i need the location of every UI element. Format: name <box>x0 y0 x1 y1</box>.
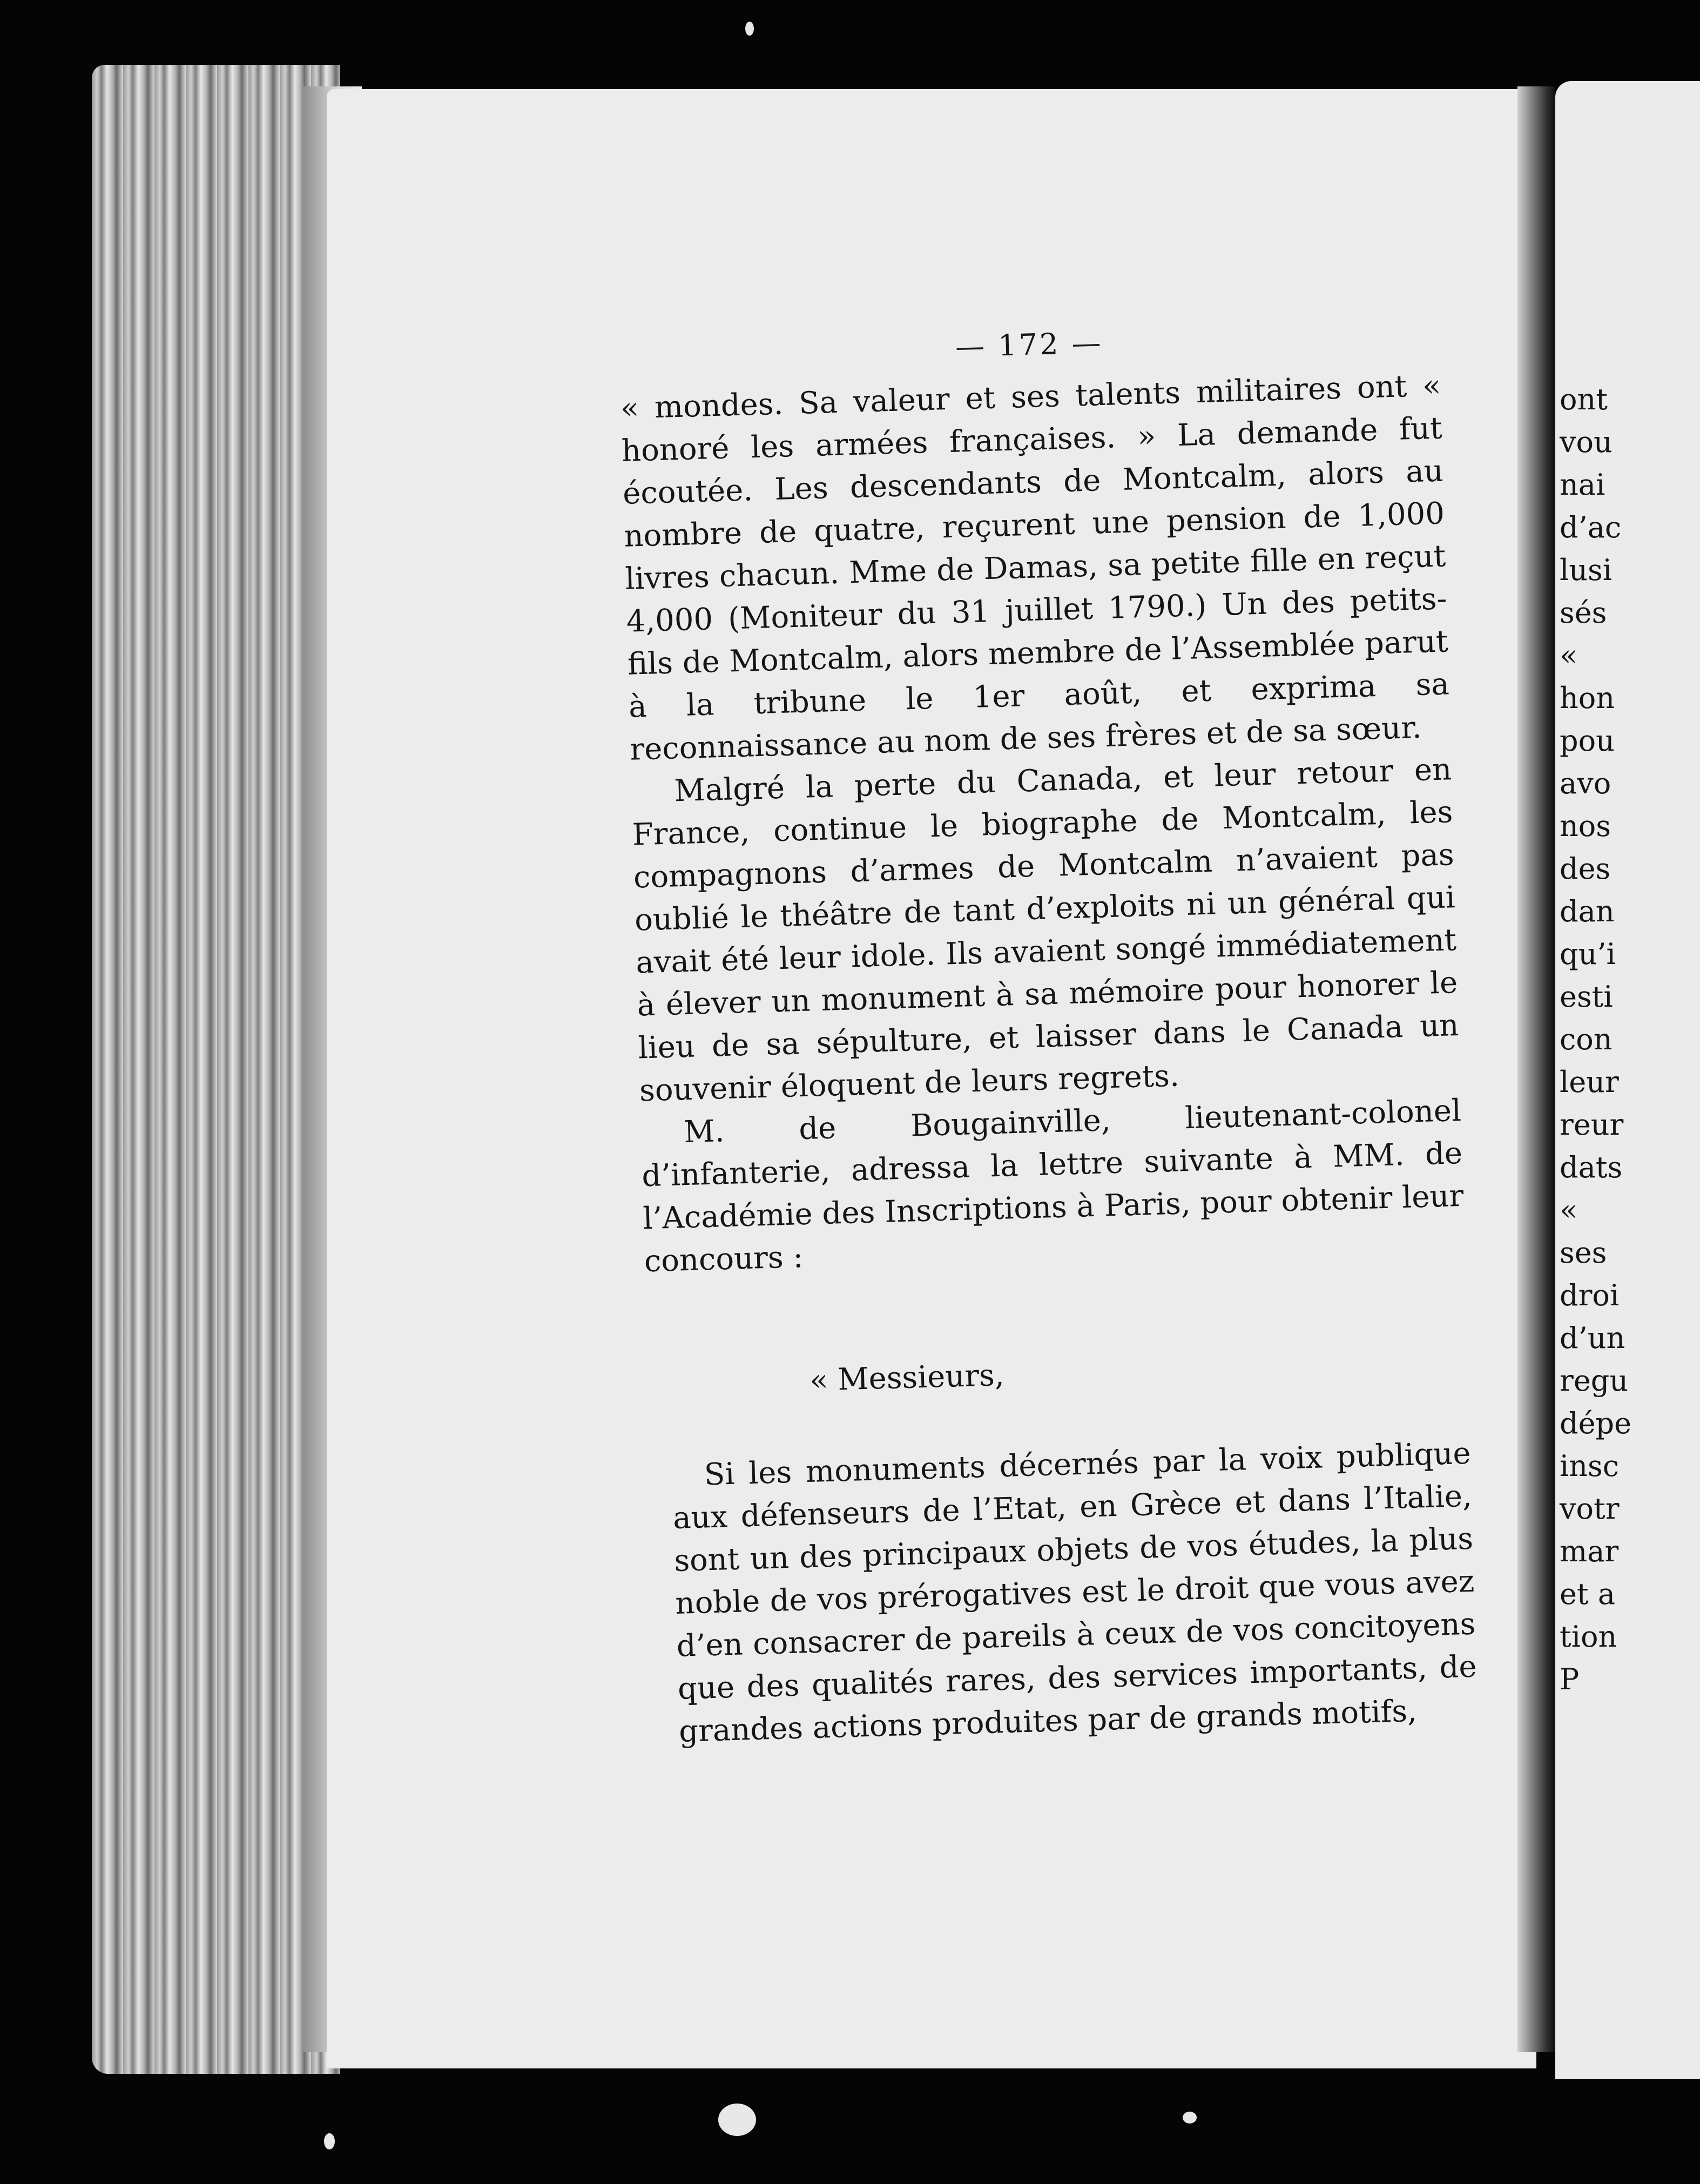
facing-line: nai <box>1560 468 1605 502</box>
facing-line: ses <box>1560 1236 1607 1270</box>
facing-line: mar <box>1560 1534 1619 1568</box>
facing-line: regu <box>1560 1364 1629 1398</box>
facing-line: « <box>1560 638 1578 672</box>
facing-line: leur <box>1560 1065 1619 1099</box>
facing-line: avo <box>1560 766 1611 800</box>
facing-line: tion <box>1560 1620 1617 1654</box>
facing-line: dépe <box>1560 1406 1632 1440</box>
facing-line: d’un <box>1560 1321 1625 1355</box>
book-gutter <box>1517 86 1555 2052</box>
page-number: — 172 — <box>955 325 1104 364</box>
facing-line: pou <box>1560 724 1615 758</box>
facing-line: votr <box>1560 1492 1620 1526</box>
letter-paragraph: Si les monuments décernés par la voix publique aux défenseurs de l’Etat, en Grèce et dans l’Italie, sont un des principaux objets de vos études, la plus noble de vos prérogatives est le droit que vous avez d’en consacrer de pareils à ceux de vos concitoyens que des qualités rares, des services importants, de grandes actions produites par de grands motifs, <box>672 1435 1478 1749</box>
dust-speck <box>324 2133 335 2149</box>
facing-page-text <box>1560 378 1700 1701</box>
letter-salutation: « Messieurs, <box>809 1357 1005 1398</box>
facing-line: d’ac <box>1560 510 1622 544</box>
paragraph-3: M. de Bougainville, lieutenant-colonel d’infanterie, adressa la lettre suivante à MM. de l’Académie des Inscriptions à Paris, pour obtenir leur concours : <box>641 1093 1465 1279</box>
facing-line: lusi <box>1560 553 1613 587</box>
facing-line: esti <box>1560 980 1613 1014</box>
facing-line: con <box>1560 1022 1613 1056</box>
page-text <box>618 312 1479 1754</box>
facing-line: droi <box>1560 1278 1620 1312</box>
facing-line: vou <box>1560 425 1613 459</box>
facing-line: dats <box>1560 1150 1623 1184</box>
facing-line: et a <box>1560 1577 1616 1611</box>
facing-line: sés <box>1560 596 1607 630</box>
dust-speck <box>1183 2112 1197 2124</box>
facing-line: P <box>1560 1662 1580 1696</box>
facing-line: dan <box>1560 894 1615 928</box>
facing-line: nos <box>1560 809 1611 843</box>
dust-speck <box>718 2104 756 2136</box>
facing-line: des <box>1560 852 1611 886</box>
facing-line: reur <box>1560 1108 1624 1142</box>
facing-line: qu’i <box>1560 937 1616 971</box>
paragraph-2: Malgré la perte du Canada, et leur retour en France, continue le biographe de Montcalm, les compagnons d’armes de Montcalm n’avaient pas oublié le théâtre de tant d’exploits ni un général qui avait été leur idole. Ils avaient songé immédiatement à élever un monument à sa mémoire pour honorer le lieu de sa sépulture, et laisser dans le Canada un souvenir éloquent de leurs regrets. <box>631 752 1460 1109</box>
facing-line: insc <box>1560 1449 1620 1483</box>
facing-line: hon <box>1560 681 1615 715</box>
facing-line: ont <box>1560 382 1608 416</box>
dust-speck <box>745 22 754 36</box>
paragraph-1: « mondes. Sa valeur et ses talents militaires ont « honoré les armées françaises. » La demande fut écoutée. Les descendants de Montcalm, alors au nombre de quatre, reçurent une pension de 1,000 livres chacun. Mme de Damas, sa petite fille en reçut 4,000 (Moniteur du 31 juillet 1790.) Un des petits-fils de Montcalm, alors membre de l’Assemblée parut à la tribune le 1er août, et exprima sa reconnaissance au nom de ses frères et de sa sœur. <box>619 368 1450 767</box>
facing-line: « <box>1560 1193 1578 1227</box>
